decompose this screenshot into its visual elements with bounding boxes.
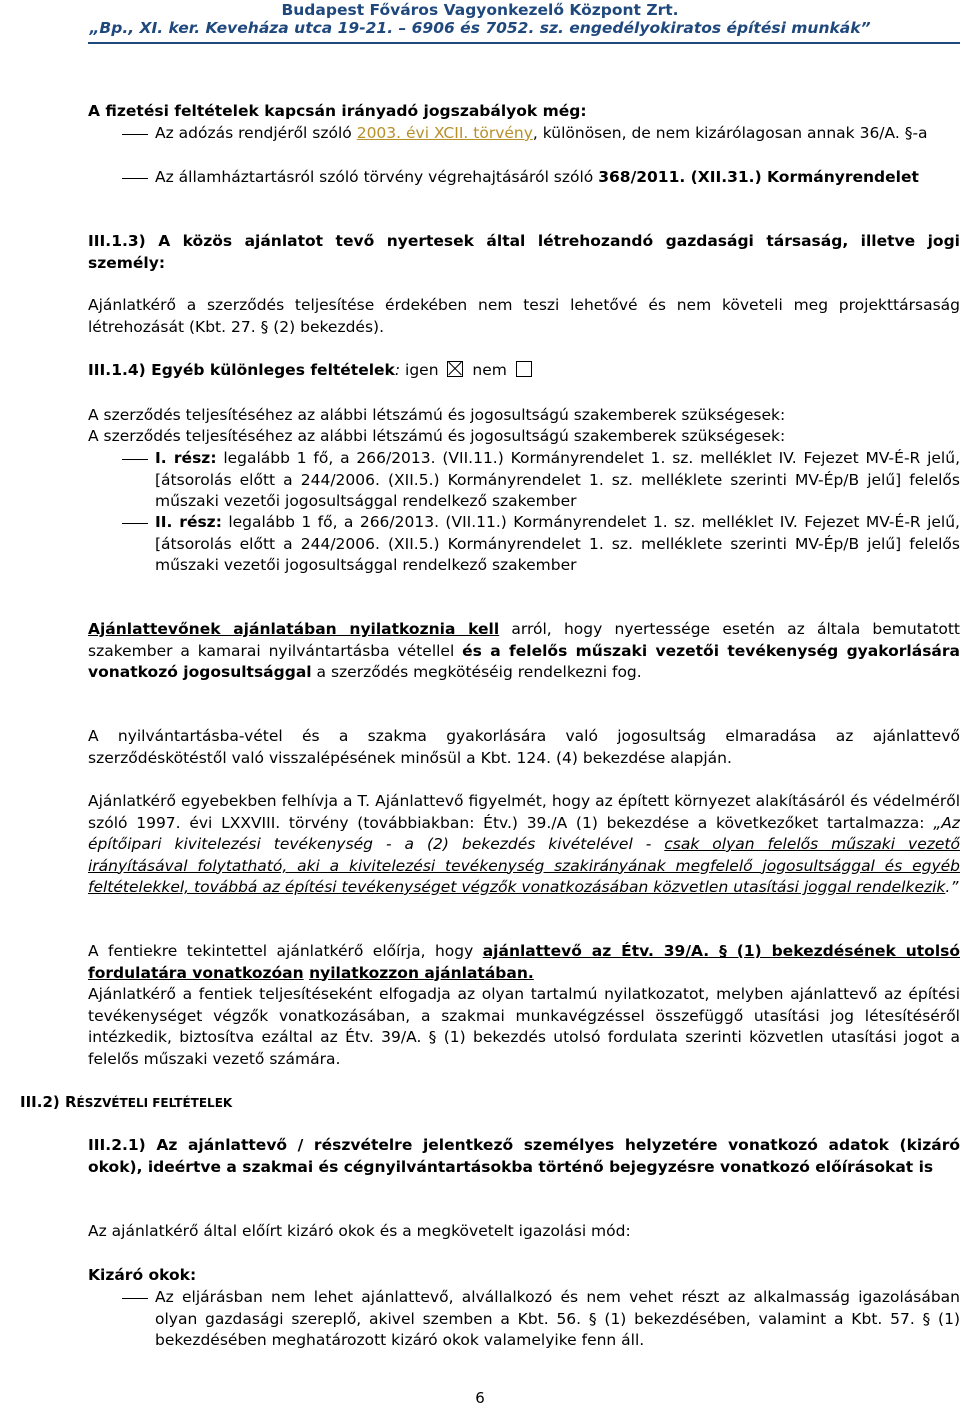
requirement-line-2: A szerződés teljesítéséhez az alábbi létszámú és jogosultságú szakemberek szükségesek: [88, 427, 786, 445]
etv-req-text: A fentiekre tekintettel ajánlatkérő előírja, hogy [88, 942, 483, 960]
law-decree: 368/2011. (XII.31.) Kormányrendelet [598, 168, 919, 186]
law-text: Az államháztartásról szóló törvény végrehajtásáról szóló [155, 168, 599, 186]
part-ii-requirement [155, 512, 960, 577]
exclusion-grounds-title: Kizáró okok: [88, 1266, 197, 1284]
part-i-text: legalább 1 fő, a 266/2013. (VII.11.) Kormányrendelet 1. sz. melléklet IV. Fejezet MV-É-R jelű, [átsorolás előtt a 244/2006. (XII.5.) Kormányrendelet 1. sz. melléklete szerinti MV-Ép/B jelű] felelős műszaki vezetői jogosultsággal rendelkező szakember [155, 449, 960, 510]
etv-quote-underlined: csak olyan felelős műszaki vezető irányításával folytatható, aki a kivitelezési tevékenység szakirányának megfelelő jogosultsággal és egyéb feltételekkel, továbbá az építési tevékenységet végzők vonatkozásában közvetlen utasítási joggal rendelkezik [88, 835, 960, 896]
option-nem-label: nem [472, 361, 507, 379]
etv-req-emphasis-2: nyilatkozzon ajánlatában. [309, 963, 534, 982]
part-i-requirement [155, 448, 960, 513]
bullet-dash [122, 523, 148, 524]
paragraph-etv-quote [88, 791, 960, 899]
section-3-1-3-text: Ajánlatkérő a szerződés teljesítése érdekében nem teszi lehetővé és nem követeli meg projekttársaság létrehozását (Kbt. 27. § (2) bekezdés). [88, 296, 960, 336]
header-title: Budapest Főváros Vagyonkezelő Központ Zrt. [281, 1, 679, 19]
section-3-1-4-title: III.1.4) Egyéb különleges feltételek [88, 361, 395, 379]
bullet-dash [122, 134, 148, 135]
paragraph-requirement-etv [88, 941, 960, 984]
law-text: , különösen, de nem kizárólagosan annak 36/A. §-a [532, 124, 928, 142]
part-ii-text: legalább 1 fő, a 266/2013. (VII.11.) Kormányrendelet 1. sz. melléklet IV. Fejezet MV-É-R jelű, [átsorolás előtt a 244/2006. (XII.5.) Kormányrendelet 1. sz. melléklete szerinti MV-Ép/B jelű] felelős műszaki vezetői jogosultsággal rendelkező szakember [155, 513, 960, 574]
bullet-dash [122, 459, 148, 460]
part-i-label: I. rész: [155, 449, 217, 467]
law-text: Az adózás rendjéről szóló [155, 124, 357, 142]
option-igen-label: igen [405, 361, 439, 379]
bullet-dash [122, 1298, 148, 1299]
paragraph-declaration [88, 619, 960, 684]
exclusion-grounds-item: Az eljárásban nem lehet ajánlattevő, alvállalkozó és nem vehet részt az alkalmasság igazolásában olyan gazdasági szereplő, akivel szemben a Kbt. 56. § (1) bekezdésében, valamint a Kbt. 57. § (1) bekezdésében meghatározott kizáró okok valamelyike fenn áll. [155, 1288, 960, 1349]
etv-quote-end: .” [945, 878, 959, 896]
section-3-2-initial: R [64, 1093, 77, 1111]
law-link[interactable]: 2003. évi XCII. törvény [356, 124, 533, 142]
payment-law-item-2 [155, 167, 960, 189]
etv-req-emphasis: ajánlattevő az Étv. 39/A. § (1) bekezdésének utolsó fordulatára vonatkozóan [88, 942, 960, 982]
page-number: 6 [475, 1389, 485, 1407]
colon: : [394, 361, 401, 379]
declaration-text: a szerződés megkötéséig rendelkezni fog. [311, 663, 642, 681]
paragraph-acceptance: Ajánlatkérő a fentiek teljesítéseként elfogadja az olyan tartalmú nyilatkozatot, melyben ajánlattevő az építési tevékenységet végzők vonatkozásában, a szakmai munkavégzéssel összefüggő utasítási jog létesítéséről intézkedik, biztosítva ezáltal az Étv. 39/A. § (1) bekezdés utolsó fordulata szerinti közvetlen utasítási jogot a felelős műszaki vezető számára. [88, 985, 960, 1068]
etv-quote: „Az építőipari kivitelezési tevékenység - a (2) bekezdés kivételével - [88, 813, 960, 853]
bullet-dash [122, 178, 148, 179]
part-ii-label: II. rész: [155, 513, 222, 531]
declaration-bold: és a felelős műszaki vezetői tevékenység gyakorlására vonatkozó jogosultsággal [88, 641, 960, 681]
checkbox-igen-checked[interactable] [447, 361, 463, 377]
section-3-2-number: III.2) [20, 1093, 65, 1111]
header-subtitle: „Bp., XI. ker. Keveháza utca 19-21. – 6906 és 7052. sz. engedélyokiratos építési munkák” [89, 19, 871, 37]
paragraph-registration: A nyilvántartásba-vétel és a szakma gyakorlására való jogosultság elmaradása az ajánlattevő szerződéskötéstől való visszalépésének minősül a Kbt. 124. (4) bekezdése alapján. [88, 727, 960, 767]
payment-terms-title: A fizetési feltételek kapcsán irányadó jogszabályok még: [88, 102, 587, 120]
section-3-2-1-title: III.2.1) Az ajánlattevő / részvételre jelentkező személyes helyzetére vonatkozó adatok (kizáró okok), ideértve a szakmai és cégnyilvántartásokba történő bejegyzésre vonatkozó előírásokat is [88, 1136, 960, 1176]
section-3-2-rest: ÉSZVÉTELI FELTÉTELEK [76, 1096, 233, 1110]
section-3-1-4-title-line [88, 360, 960, 382]
section-3-2-title [20, 1092, 920, 1115]
requirement-line-1: A szerződés teljesítéséhez az alábbi létszámú és jogosultságú szakemberek szükségesek: [88, 406, 786, 424]
declaration-emphasis: Ajánlattevőnek ajánlatában nyilatkoznia kell [88, 620, 500, 638]
declaration-text: arról, hogy nyertessége esetén az általa bemutatott szakember a kamarai nyilvántartásba vétellel [88, 620, 960, 660]
checkbox-nem-unchecked[interactable] [516, 361, 532, 377]
section-3-1-3-title: III.1.3) A közös ajánlatot tevő nyertesek által létrehozandó gazdasági társaság, illetve jogi személy: [88, 232, 960, 272]
payment-law-item-1 [155, 123, 960, 145]
header-rule [88, 42, 960, 44]
section-3-2-1-text: Az ajánlatkérő által előírt kizáró okok és a megkövetelt igazolási mód: [88, 1222, 631, 1240]
etv-text: Ajánlatkérő egyebekben felhívja a T. Ajánlattevő figyelmét, hogy az épített környezet alakításáról és védelméről szóló 1997. évi LXXVIII. törvény (továbbiakban: Étv.) 39./A (1) bekezdése a következőket tartalmazza: [88, 792, 960, 832]
